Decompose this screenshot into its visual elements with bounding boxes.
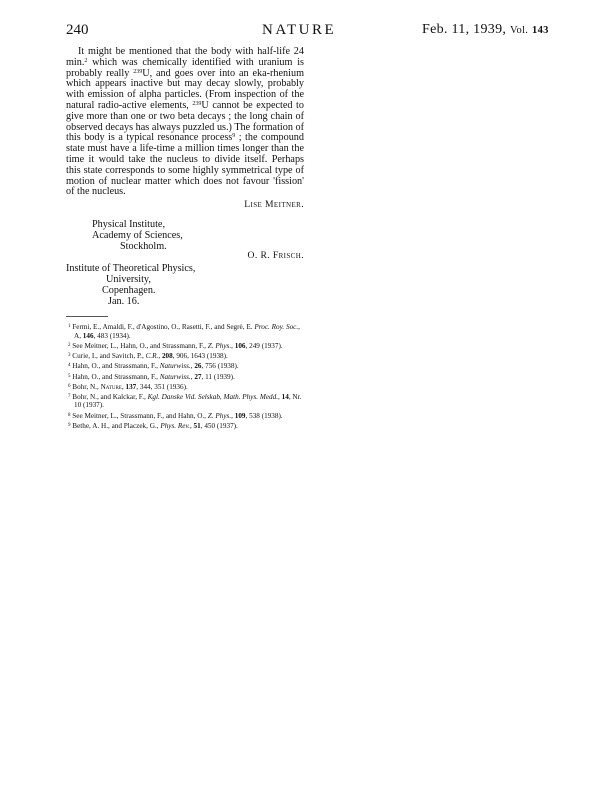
reference-item bbox=[66, 383, 304, 392]
ref-text: , 450 (1937). bbox=[200, 421, 238, 430]
ref-text: Hahn, O., and Strassmann, F., bbox=[72, 362, 160, 371]
ref-text: Bohr, N., bbox=[72, 382, 101, 391]
reference-number: 5 bbox=[68, 373, 71, 379]
footnote-marker: 9 bbox=[232, 133, 236, 140]
reference-number: 9 bbox=[68, 422, 71, 428]
text-run: U cannot be expected to give more than one or two beta decays ; the long chain of observed decays has always puzzled us.) The formation of this body is a typical resonance process bbox=[66, 99, 304, 144]
reference-number: 4 bbox=[68, 363, 71, 369]
ref-volume: 109 bbox=[234, 411, 246, 420]
reference-item bbox=[66, 362, 304, 371]
ref-text: , bbox=[190, 362, 195, 371]
ref-text: , bbox=[231, 341, 235, 350]
reference-item bbox=[66, 323, 304, 340]
reference-item bbox=[66, 342, 304, 351]
reference-number: 7 bbox=[68, 393, 71, 399]
ref-journal: Naturwiss. bbox=[159, 372, 191, 381]
ref-text: Fermi, E., Amaldi, F., d'Agostino, O., Rasetti, F., and Segrè, E. bbox=[72, 323, 255, 332]
ref-journal: Nature bbox=[100, 382, 122, 391]
article-column bbox=[66, 47, 304, 432]
ref-text: , Nr. 10 (1937). bbox=[74, 392, 302, 410]
affiliation-line: Physical Institute, bbox=[92, 219, 166, 231]
issue-date-text: Feb. 11, 1939, bbox=[422, 22, 507, 37]
volume-number: 143 bbox=[532, 25, 549, 36]
reference-item bbox=[66, 352, 304, 361]
affiliation-stockholm bbox=[66, 219, 304, 252]
ref-volume: 137 bbox=[125, 382, 137, 391]
ref-text: , bbox=[189, 421, 194, 430]
ref-volume: 14 bbox=[281, 392, 289, 401]
ref-text: , bbox=[190, 372, 195, 381]
issue-date bbox=[422, 22, 549, 38]
page-header bbox=[0, 22, 612, 46]
ref-text: , 756 (1938). bbox=[201, 362, 239, 371]
affiliation-line: University, bbox=[106, 274, 151, 286]
affiliation-line: Institute of Theoretical Physics, bbox=[66, 263, 196, 275]
text-run: It might be mentioned that the body with half-life 24 min. bbox=[66, 46, 304, 68]
ref-text: , bbox=[158, 352, 162, 361]
ref-volume: 51 bbox=[193, 421, 201, 430]
journal-title: NATURE bbox=[262, 22, 337, 38]
ref-journal: Z. Phys. bbox=[207, 341, 232, 350]
text-run: which was chemically identified with uranium is probably really bbox=[66, 56, 304, 79]
body-paragraph bbox=[66, 47, 304, 198]
volume-label: Vol. bbox=[510, 25, 529, 36]
ref-text: , bbox=[121, 382, 126, 391]
reference-item bbox=[66, 422, 304, 431]
ref-text: , A, bbox=[74, 323, 300, 340]
ref-journal: Z. Phys. bbox=[207, 411, 232, 420]
affiliation-line: Academy of Sciences, bbox=[92, 230, 183, 242]
reference-list bbox=[66, 323, 304, 430]
ref-journal: Proc. Roy. Soc. bbox=[254, 323, 299, 332]
isotope-mass-number: 239 bbox=[133, 68, 143, 75]
dateline: Jan. 16. bbox=[108, 296, 140, 308]
author-signature-frisch: O. R. Frisch. bbox=[247, 250, 304, 262]
reference-number: 8 bbox=[68, 412, 71, 418]
ref-volume: 27 bbox=[194, 372, 202, 381]
ref-journal: Naturwiss. bbox=[159, 362, 191, 371]
ref-volume: 146 bbox=[82, 331, 94, 340]
reference-item bbox=[66, 412, 304, 421]
reference-item bbox=[66, 373, 304, 382]
reference-number: 2 bbox=[68, 342, 71, 348]
affiliation-line: Copenhagen. bbox=[102, 285, 156, 297]
ref-journal: Phys. Rev. bbox=[160, 421, 190, 430]
reference-number: 6 bbox=[68, 383, 71, 389]
ref-text: See Meitner, L., Hahn, O., and Strassmann, F., bbox=[72, 341, 208, 350]
ref-text: , 906, 1643 (1938). bbox=[172, 352, 228, 361]
ref-text: , 11 (1939). bbox=[201, 372, 235, 381]
ref-text: Hahn, O., and Strassmann, F., bbox=[72, 372, 160, 381]
ref-text: See Meitner, L., Strassmann, F., and Hahn, O., bbox=[72, 411, 208, 420]
isotope-mass-number: 239 bbox=[192, 100, 202, 107]
page-number: 240 bbox=[66, 22, 89, 38]
affiliation-copenhagen bbox=[66, 263, 304, 307]
ref-volume: 106 bbox=[234, 341, 246, 350]
footnote-marker: 2 bbox=[84, 57, 88, 64]
references-divider bbox=[66, 316, 108, 317]
ref-text: , 344, 351 (1936). bbox=[136, 382, 188, 391]
ref-text: Bethe, A. H., and Placzek, G., bbox=[72, 421, 161, 430]
ref-volume: 26 bbox=[194, 362, 202, 371]
ref-text: Curie, I., and Savitch, P., bbox=[72, 352, 146, 361]
ref-text: , bbox=[231, 411, 235, 420]
ref-volume: 208 bbox=[161, 352, 173, 361]
author-signature-meitner: Lise Meitner. bbox=[244, 199, 304, 211]
text-run: ; the compound state must have a life-time a million times longer than the time it would take the nucleus to divide itself. Perhaps this state corresponds to some highly symmetrical type of motion of nuclear matter which does not favour 'fission' of the nucleus. bbox=[66, 132, 304, 198]
affiliation-line: Stockholm. bbox=[120, 241, 167, 253]
ref-text: Bohr, N., and Kalckar, F., bbox=[72, 392, 148, 401]
reference-number: 1 bbox=[68, 324, 71, 330]
ref-text: , 483 (1934). bbox=[93, 331, 131, 340]
reference-item bbox=[66, 393, 304, 410]
ref-text: , 538 (1938). bbox=[245, 411, 283, 420]
ref-journal: Kgl. Danske Vid. Selskab, Math. Phys. Medd. bbox=[147, 392, 279, 401]
ref-text: , bbox=[278, 392, 282, 401]
ref-journal: C.R. bbox=[145, 352, 159, 361]
reference-number: 3 bbox=[68, 353, 71, 359]
text-run: U, and goes over into an eka-rhenium which appears inactive but may decay slowly, probably with emission of alpha particles. (From inspection of the natural radio-active elements, bbox=[66, 67, 304, 111]
ref-text: , 249 (1937). bbox=[245, 341, 283, 350]
